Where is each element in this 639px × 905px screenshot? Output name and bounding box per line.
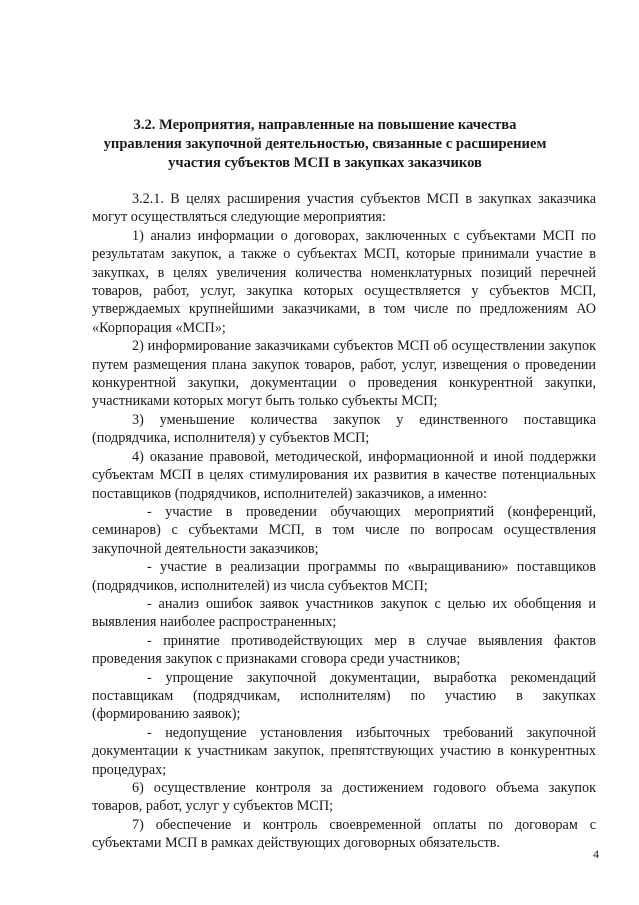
list-item-2: 2) информирование заказчиками субъектов МСП об осуществлении закупок путем размещения плана закупок товаров, работ, услуг, извещения о проведении конкурентной закупки, документации о проведения конкурентной закупки, участниками которых могут быть только субъекты МСП; xyxy=(92,338,596,410)
list-item-1: 1) анализ информации о договорах, заключенных с субъектами МСП по результатам закупок, а также о субъектах МСП, которые принимали участие в закупках, в целях увеличения количества номенклатурных позиций перечней товаров, работ, услуг, закупка которых осуществляется у субъектов МСП, утверждаемых крупнейшими заказчиками, в том числе по предложениям АО «Корпорация «МСП»; xyxy=(92,227,596,336)
heading-line-2: управления закупочной деятельностью, связанные с расширением xyxy=(103,136,547,152)
dash-item-5: - упрощение закупочной документации, выработка рекомендаций поставщикам (подрядчикам, исполнителям) по участию в закупках (формированию заявок); xyxy=(92,669,596,723)
dash-item-6: - недопущение установления избыточных требований закупочной документации к участникам закупок, препятствующих участию в конкурентных процедурах; xyxy=(92,724,596,778)
dash-item-2: - участие в реализации программы по «выращиванию» поставщиков (подрядчиков, исполнителей) из числа субъектов МСП; xyxy=(92,559,596,594)
list-item-3: 3) уменьшение количества закупок у единственного поставщика (подрядчика, исполнителя) у субъектов МСП; xyxy=(92,411,596,447)
heading-line-3: участия субъектов МСП в закупках заказчиков xyxy=(168,155,482,171)
intro-paragraph: 3.2.1. В целях расширения участия субъектов МСП в закупках заказчика могут осуществляться следующие мероприятия: xyxy=(92,191,596,226)
list-item-4: 4) оказание правовой, методической, информационной и иной поддержки субъектам МСП в целях стимулирования их развития в качестве потенциальных поставщиков (подрядчиков, исполнителей) заказчиков, а именно: xyxy=(92,448,596,502)
dash-item-4: - принятие противодействующих мер в случае выявления фактов проведения закупок с признаками сговора среди участников; xyxy=(92,632,596,668)
section-heading xyxy=(70,116,580,173)
dash-item-3: - анализ ошибок заявок участников закупок с целью их обобщения и выявления наиболее распространенных; xyxy=(92,595,596,631)
list-item-6: 6) осуществление контроля за достижением годового объема закупок товаров, работ, услуг у субъектов МСП; xyxy=(92,780,596,815)
list-item-7: 7) обеспечение и контроль своевременной оплаты по договорам с субъектами МСП в рамках действующих договорных обязательств. xyxy=(92,816,596,852)
dash-item-1: - участие в проведении обучающих мероприятий (конференций, семинаров) с субъектами МСП, в том числе по вопросам осуществления закупочной деятельности заказчиков; xyxy=(92,503,596,557)
heading-line-1: 3.2. Мероприятия, направленные на повышение качества xyxy=(133,117,517,133)
page-number: 4 xyxy=(593,847,599,861)
body-text xyxy=(92,190,596,853)
